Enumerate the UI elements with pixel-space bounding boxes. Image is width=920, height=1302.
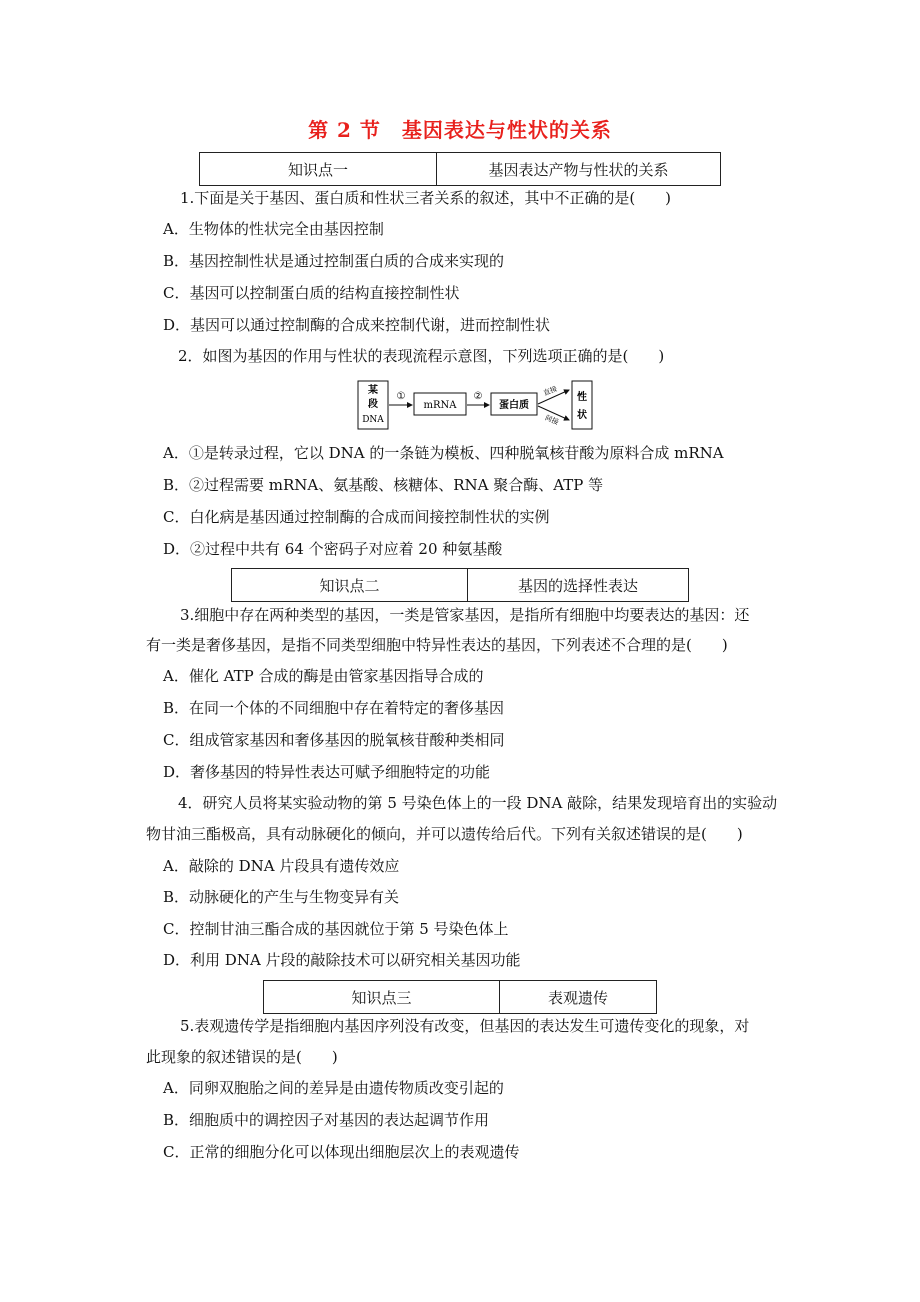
q1-option-d: D．基因可以通过控制酶的合成来控制代谢，进而控制性状 [163, 316, 551, 334]
page-title: 第 2 节 基因表达与性状的关系 [308, 118, 612, 142]
dna-label-1: 某 [368, 385, 378, 396]
direct-label: 直接 [542, 384, 559, 398]
trait-label-1: 性 [577, 392, 587, 403]
q2-option-b: B．②过程需要 mRNA、氨基酸、核糖体、RNA 聚合酶、ATP 等 [163, 476, 604, 494]
q3-option-d: D．奢侈基因的特异性表达可赋予细胞特定的功能 [163, 763, 491, 781]
q5-option-b: B．细胞质中的调控因子对基因的表达起调节作用 [163, 1111, 490, 1129]
q5-option-c: C．正常的细胞分化可以体现出细胞层次上的表观遗传 [163, 1143, 520, 1161]
q4-option-c: C．控制甘油三酯合成的基因就位于第 5 号染色体上 [163, 920, 509, 938]
trait-label-2: 状 [577, 410, 587, 421]
question-4-stem-line-1: 4．研究人员将某实验动物的第 5 号染色体上的一段 DNA 敲除，结果发现培育出的实验动 [178, 794, 778, 812]
q3-option-c: C．组成管家基因和奢侈基因的脱氧核苷酸种类相同 [163, 731, 505, 749]
section-header-3 [263, 980, 657, 1014]
question-3-stem-line-1: 3.细胞中存在两种类型的基因，一类是管家基因，是指所有细胞中均要表达的基因：还 [180, 606, 750, 624]
trait-box [572, 381, 592, 429]
section-topic: 基因表达产物与性状的关系 [437, 153, 721, 186]
dna-label-2: 段 [368, 399, 378, 410]
q4-option-b: B．动脉硬化的产生与生物变异有关 [163, 888, 400, 906]
mrna-label: mRNA [423, 400, 457, 411]
q4-option-d: D．利用 DNA 片段的敲除技术可以研究相关基因功能 [163, 951, 521, 969]
step-1-label: ① [396, 391, 406, 402]
indirect-label: 间接 [543, 413, 560, 427]
step-2-label: ② [473, 391, 483, 402]
question-5-stem-line-1: 5.表观遗传学是指细胞内基因序列没有改变，但基因的表达发生可遗传变化的现象，对 [180, 1017, 750, 1035]
section-topic: 表观遗传 [500, 981, 657, 1014]
protein-label: 蛋白质 [499, 400, 529, 411]
question-3-stem-line-2: 有一类是奢侈基因，是指不同类型细胞中特异性表达的基因，下列表述不合理的是( ) [146, 636, 728, 654]
section-label: 知识点三 [264, 981, 500, 1014]
section-label: 知识点二 [232, 569, 468, 602]
q3-option-a: A．催化 ATP 合成的酶是由管家基因指导合成的 [163, 667, 484, 685]
q4-option-a: A．敲除的 DNA 片段具有遗传效应 [163, 857, 400, 875]
gene-flow-diagram [356, 380, 616, 432]
section-header-2 [231, 568, 689, 602]
section-header-1 [199, 152, 721, 186]
question-2-stem: 2．如图为基因的作用与性状的表现流程示意图，下列选项正确的是( ) [178, 347, 665, 365]
q3-option-b: B．在同一个体的不同细胞中存在着特定的奢侈基因 [163, 699, 505, 717]
dna-label-3: DNA [362, 415, 384, 425]
q5-option-a: A．同卵双胞胎之间的差异是由遗传物质改变引起的 [163, 1079, 504, 1097]
section-label: 知识点一 [200, 153, 437, 186]
q1-option-c: C．基因可以控制蛋白质的结构直接控制性状 [163, 284, 460, 302]
q1-option-b: B．基因控制性状是通过控制蛋白质的合成来实现的 [163, 252, 505, 270]
q2-option-c: C．白化病是基因通过控制酶的合成而间接控制性状的实例 [163, 508, 550, 526]
question-1-stem: 1.下面是关于基因、蛋白质和性状三者关系的叙述，其中不正确的是( ) [180, 189, 672, 207]
question-5-stem-line-2: 此现象的叙述错误的是( ) [146, 1048, 338, 1066]
q1-option-a: A．生物体的性状完全由基因控制 [163, 220, 384, 238]
q2-option-d: D．②过程中共有 64 个密码子对应着 20 种氨基酸 [163, 540, 503, 558]
question-4-stem-line-2: 物甘油三酯极高，具有动脉硬化的倾向，并可以遗传给后代。下列有关叙述错误的是( ) [146, 825, 743, 843]
section-topic: 基因的选择性表达 [468, 569, 689, 602]
q2-option-a: A．①是转录过程，它以 DNA 的一条链为模板、四种脱氧核苷酸为原料合成 mRNA [163, 444, 724, 462]
